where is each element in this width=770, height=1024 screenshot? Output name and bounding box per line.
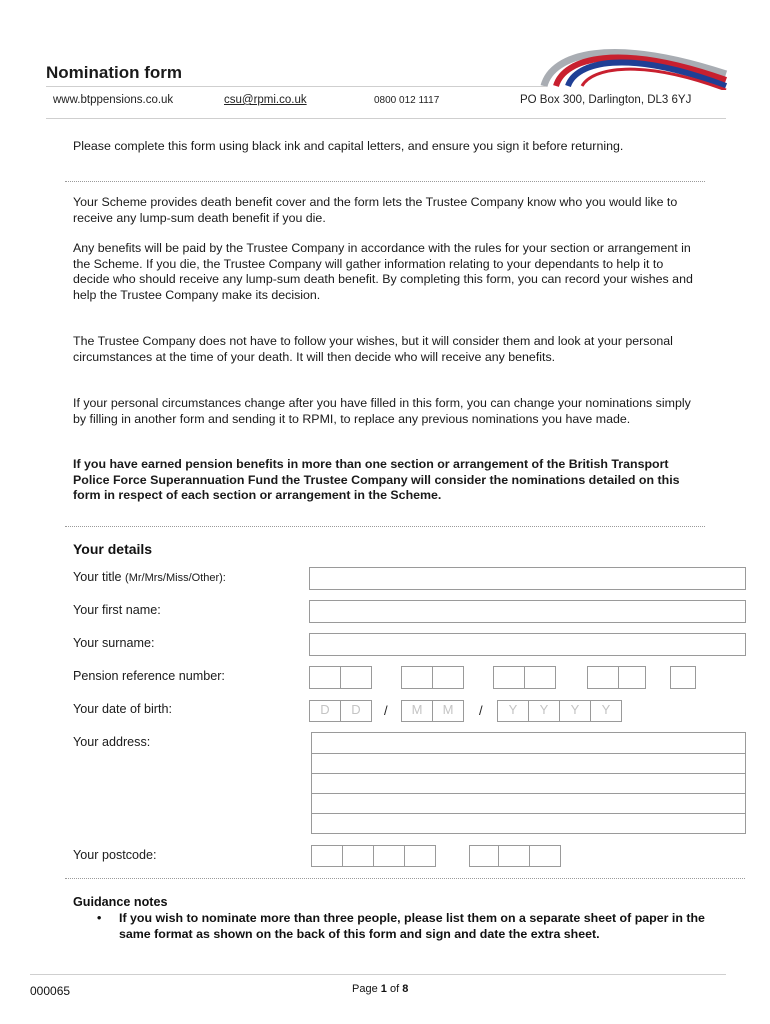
your-details-heading: Your details — [73, 541, 153, 557]
details-divider — [65, 878, 745, 879]
first-name-input[interactable] — [309, 600, 746, 623]
page-title: Nomination form — [46, 63, 182, 82]
page-current: 1 — [380, 983, 387, 995]
dob-year-cell[interactable]: Y — [497, 700, 529, 722]
pension-ref-label: Pension reference number: — [73, 669, 225, 683]
intro-divider — [65, 181, 705, 182]
guidance-list — [73, 911, 713, 942]
postcode-cell[interactable] — [529, 845, 561, 867]
pension-ref-cell[interactable] — [618, 666, 646, 689]
page-prefix: Page — [352, 983, 378, 995]
dob-label: Your date of birth: — [73, 702, 172, 716]
postcode-cell[interactable] — [404, 845, 436, 867]
postcode-cell[interactable] — [373, 845, 405, 867]
pension-ref-cell[interactable] — [432, 666, 464, 689]
dob-day-cell[interactable]: D — [340, 700, 372, 722]
paragraph-3: The Trustee Company does not have to follow your wishes, but it will consider them and look at your personal circumstances at the time of your death. It will then decide who will receive any benefits. — [73, 334, 673, 364]
title-label — [73, 570, 226, 584]
page-indicator — [352, 983, 408, 995]
postcode-cell[interactable] — [469, 845, 499, 867]
form-number: 000065 — [30, 984, 71, 998]
bold-notice: If you have earned pension benefits in more than one section or arrangement of the British Transport Police Force Superannuation Fund the Trustee Company will consider the nominations detailed on this form in respect of each section or arrangement in the Scheme. — [73, 457, 680, 503]
postcode-cell[interactable] — [311, 845, 343, 867]
address-line-2[interactable] — [311, 753, 746, 774]
dob-separator: / — [479, 703, 483, 718]
surname-label: Your surname: — [73, 636, 155, 650]
pension-ref-cell[interactable] — [340, 666, 372, 689]
page-total: 8 — [402, 983, 409, 995]
website-link[interactable]: www.btppensions.co.uk — [53, 94, 174, 106]
phone-number: 0800 012 1117 — [374, 95, 440, 106]
guidance-item: • If you wish to nominate more than three people, please list them on a separate sheet of paper in the same format as shown on the back of this form and sign and date the extra sheet. — [73, 911, 713, 942]
pension-ref-cell[interactable] — [670, 666, 696, 689]
paragraph-1: Your Scheme provides death benefit cover and the form lets the Trustee Company know who you would like to receive any lump-sum death benefit if you die. — [73, 195, 678, 225]
postcode-cell[interactable] — [342, 845, 374, 867]
title-hint: (Mr/Mrs/Miss/Other): — [125, 572, 226, 584]
pension-ref-cell[interactable] — [587, 666, 619, 689]
dob-month-cell[interactable]: M — [401, 700, 433, 722]
logo-swoosh-icon — [530, 34, 730, 90]
guidance-heading: Guidance notes — [73, 895, 168, 909]
postcode-cell[interactable] — [498, 845, 530, 867]
dob-day-cell[interactable]: D — [309, 700, 341, 722]
pension-ref-cell[interactable] — [524, 666, 556, 689]
title-input[interactable] — [309, 567, 746, 590]
first-name-label: Your first name: — [73, 603, 161, 617]
dob-month-cell[interactable]: M — [432, 700, 464, 722]
dob-year-cell[interactable]: Y — [559, 700, 591, 722]
paragraph-2: Any benefits will be paid by the Trustee Company in accordance with the rules for your section or arrangement in the Scheme. If you die, the Trustee Company will gather information relating to your dependants to help it to decide who should receive any lump-sum death benefit. By completing this form, you can record your wishes and help the Trustee Company make its decision. — [73, 241, 693, 302]
dob-year-cell[interactable]: Y — [528, 700, 560, 722]
surname-input[interactable] — [309, 633, 746, 656]
address-line-3[interactable] — [311, 773, 746, 794]
header-divider — [46, 86, 546, 87]
dob-year-cell[interactable]: Y — [590, 700, 622, 722]
header-bottom-divider — [46, 118, 726, 119]
title-label-text: Your title — [73, 570, 122, 584]
intro-text: Please complete this form using black ink and capital letters, and ensure you sign it before returning. — [73, 139, 624, 153]
postal-address: PO Box 300, Darlington, DL3 6YJ — [520, 94, 692, 106]
notice-divider — [65, 526, 705, 527]
address-line-4[interactable] — [311, 793, 746, 814]
footer-divider — [30, 974, 726, 975]
pension-ref-cell[interactable] — [493, 666, 525, 689]
pension-ref-cell[interactable] — [401, 666, 433, 689]
page-of: of — [389, 983, 400, 995]
address-line-1[interactable] — [311, 732, 746, 754]
postcode-label: Your postcode: — [73, 848, 157, 862]
paragraph-4: If your personal circumstances change after you have filled in this form, you can change your nominations simply by filling in another form and sending it to RPMI, to replace any previous nominations you have made. — [73, 396, 691, 426]
address-line-5[interactable] — [311, 813, 746, 834]
email-link[interactable]: csu@rpmi.co.uk — [224, 94, 307, 106]
dob-separator: / — [384, 703, 388, 718]
pension-ref-cell[interactable] — [309, 666, 341, 689]
address-label: Your address: — [73, 735, 151, 749]
